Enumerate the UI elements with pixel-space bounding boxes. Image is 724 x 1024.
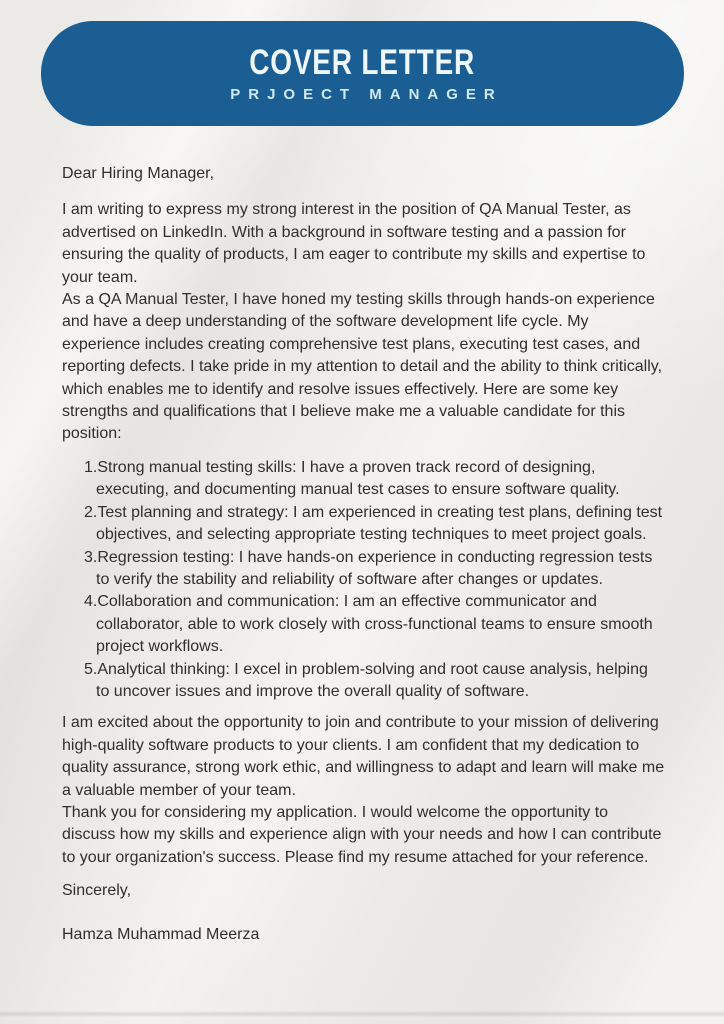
list-item — [84, 502, 665, 547]
signature-name: Hamza Muhammad Meerza — [62, 925, 260, 943]
header-banner — [41, 21, 684, 126]
list-item — [84, 659, 665, 704]
closing: Sincerely, — [62, 882, 132, 900]
list-item-number: 1. — [84, 458, 98, 476]
strengths-list — [62, 457, 665, 703]
paragraph-intro: I am writing to express my strong interest in the position of QA Manual Tester, as advertised on LinkedIn. With a background in software testing and a passion for ensuring the quality of products, I am eager to contribute my skills and expertise to your team. — [62, 201, 646, 286]
paragraph-experience: As a QA Manual Tester, I have honed my testing skills through hands-on experience and have a deep understanding of the software development life cycle. My experience includes creating comprehensive test plans, executing test cases, and reporting defects. I take pride in my attention to detail and the ability to think critically, which enables me to identify and resolve issues effectively. Here are some key strengths and qualifications that I believe make me a valuable candidate for this position: — [62, 291, 663, 443]
list-item-text: Strong manual testing skills: I have a proven track record of designing, executing, and documenting manual test cases to ensure software quality. — [96, 458, 620, 499]
list-item-number: 4. — [84, 593, 98, 611]
list-item — [84, 591, 665, 658]
list-item-text: Test planning and strategy: I am experienced in creating test plans, defining test objectives, and selecting appropriate testing techniques to meet project goals. — [96, 503, 663, 544]
page-subtitle: PRJOECT MANAGER — [230, 86, 503, 103]
letter-body — [62, 163, 665, 946]
list-item-text: Regression testing: I have hands-on experience in conducting regression tests to verify the stability and reliability of software after changes or updates. — [96, 548, 653, 588]
paragraph-thanks: Thank you for considering my application. I would welcome the opportunity to discuss how my skills and experience align with your needs and how I can contribute to your organization's success. Please find my resume attached for your reference. — [62, 803, 662, 866]
salutation: Dear Hiring Manager, — [62, 165, 215, 182]
list-item-number: 2. — [84, 503, 98, 521]
page-title: COVER LETTER — [249, 43, 476, 82]
list-item-number: 3. — [84, 548, 98, 566]
list-item — [84, 547, 665, 592]
list-item — [84, 457, 665, 502]
list-item-text: Collaboration and communication: I am an effective communicator and collaborator, able to work closely with cross-functional teams to ensure smooth project workflows. — [96, 593, 653, 656]
list-item-text: Analytical thinking: I excel in problem-solving and root cause analysis, helping to uncover issues and improve the overall quality of software. — [96, 660, 648, 700]
paragraph-excitement: I am excited about the opportunity to join and contribute to your mission of delivering high-quality software products to your clients. I am confident that my dedication to quality assurance, strong work ethic, and willingness to adapt and learn will make me a valuable member of your team. — [62, 714, 665, 799]
list-item-number: 5. — [84, 660, 98, 678]
